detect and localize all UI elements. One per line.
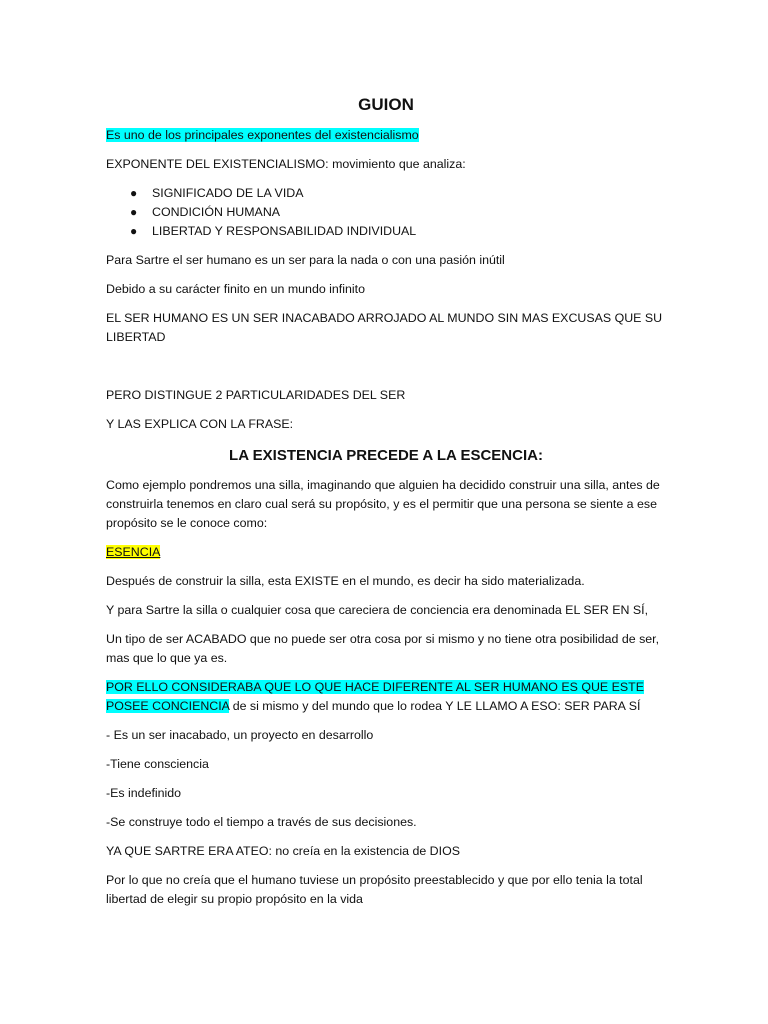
blank-line bbox=[106, 357, 666, 386]
esencia-highlight: ESENCIA bbox=[106, 545, 161, 559]
silla-paragraph: Como ejemplo pondremos una silla, imaginando que alguien ha decidido construir una silla, antes de construirla tenemos en claro cual será su propósito, y es el permitir que una persona se siente a ese propósito se le conoce como: bbox=[106, 478, 660, 530]
existe-paragraph: Después de construir la silla, esta EXISTE en el mundo, es decir ha sido materializada. bbox=[106, 574, 585, 588]
list-item bbox=[130, 222, 666, 241]
frase-paragraph: Y LAS EXPLICA CON LA FRASE: bbox=[106, 417, 294, 431]
ser-en-si-paragraph: Y para Sartre la silla o cualquier cosa que careciera de conciencia era denominada EL SER EN SÍ, bbox=[106, 603, 649, 617]
exponente-paragraph: EXPONENTE DEL EXISTENCIALISMO: movimiento que analiza: bbox=[106, 157, 466, 171]
conciencia-rest: de si mismo y del mundo que lo rodea Y LE LLAMO A ESO: SER PARA SÍ bbox=[229, 699, 641, 713]
intro-highlight: Es uno de los principales exponentes del existencialismo bbox=[106, 128, 419, 142]
intro-paragraph bbox=[106, 126, 666, 145]
list-item-text: CONDICIÓN HUMANA bbox=[152, 205, 281, 219]
esencia-paragraph bbox=[106, 543, 666, 562]
list-item bbox=[130, 184, 666, 203]
bullet-icon: ● bbox=[130, 224, 138, 238]
bullet-icon: ● bbox=[130, 205, 138, 219]
conciencia-paragraph bbox=[106, 678, 666, 716]
dash-item: -Es indefinido bbox=[106, 786, 182, 800]
acabado-paragraph: Un tipo de ser ACABADO que no puede ser otra cosa por si mismo y no tiene otra posibilidad de ser, mas que lo que ya es. bbox=[106, 632, 660, 665]
bullet-list bbox=[106, 184, 666, 241]
conciencia-highlight: POR ELLO CONSIDERABA QUE LO QUE HACE DIFERENTE AL SER HUMANO ES QUE ESTE POSEE CONCIENCIA bbox=[106, 680, 644, 713]
ateo-paragraph: YA QUE SARTRE ERA ATEO: no creía en la existencia de DIOS bbox=[106, 844, 460, 858]
document-body bbox=[106, 92, 666, 919]
inacabado-paragraph: EL SER HUMANO ES UN SER INACABADO ARROJADO AL MUNDO SIN MAS EXCUSAS QUE SU LIBERTAD bbox=[106, 311, 663, 344]
bullet-icon: ● bbox=[130, 186, 138, 200]
list-item-text: LIBERTAD Y RESPONSABILIDAD INDIVIDUAL bbox=[152, 224, 417, 238]
distingue-paragraph: PERO DISTINGUE 2 PARTICULARIDADES DEL SER bbox=[106, 388, 406, 402]
list-item-text: SIGNIFICADO DE LA VIDA bbox=[152, 186, 304, 200]
proposito-paragraph: Por lo que no creía que el humano tuviese un propósito preestablecido y que por ello tenia la total libertad de elegir su propio propósito en la vida bbox=[106, 873, 643, 906]
dash-item: -Se construye todo el tiempo a través de sus decisiones. bbox=[106, 815, 417, 829]
dash-item: - Es un ser inacabado, un proyecto en desarrollo bbox=[106, 728, 374, 742]
finito-paragraph: Debido a su carácter finito en un mundo infinito bbox=[106, 282, 365, 296]
list-item bbox=[130, 203, 666, 222]
dash-item: -Tiene consciencia bbox=[106, 757, 209, 771]
sartre-nada-paragraph: Para Sartre el ser humano es un ser para la nada o con una pasión inútil bbox=[106, 253, 505, 267]
section-heading: LA EXISTENCIA PRECEDE A LA ESCENCIA: bbox=[229, 447, 543, 464]
document-title: GUION bbox=[358, 95, 414, 114]
